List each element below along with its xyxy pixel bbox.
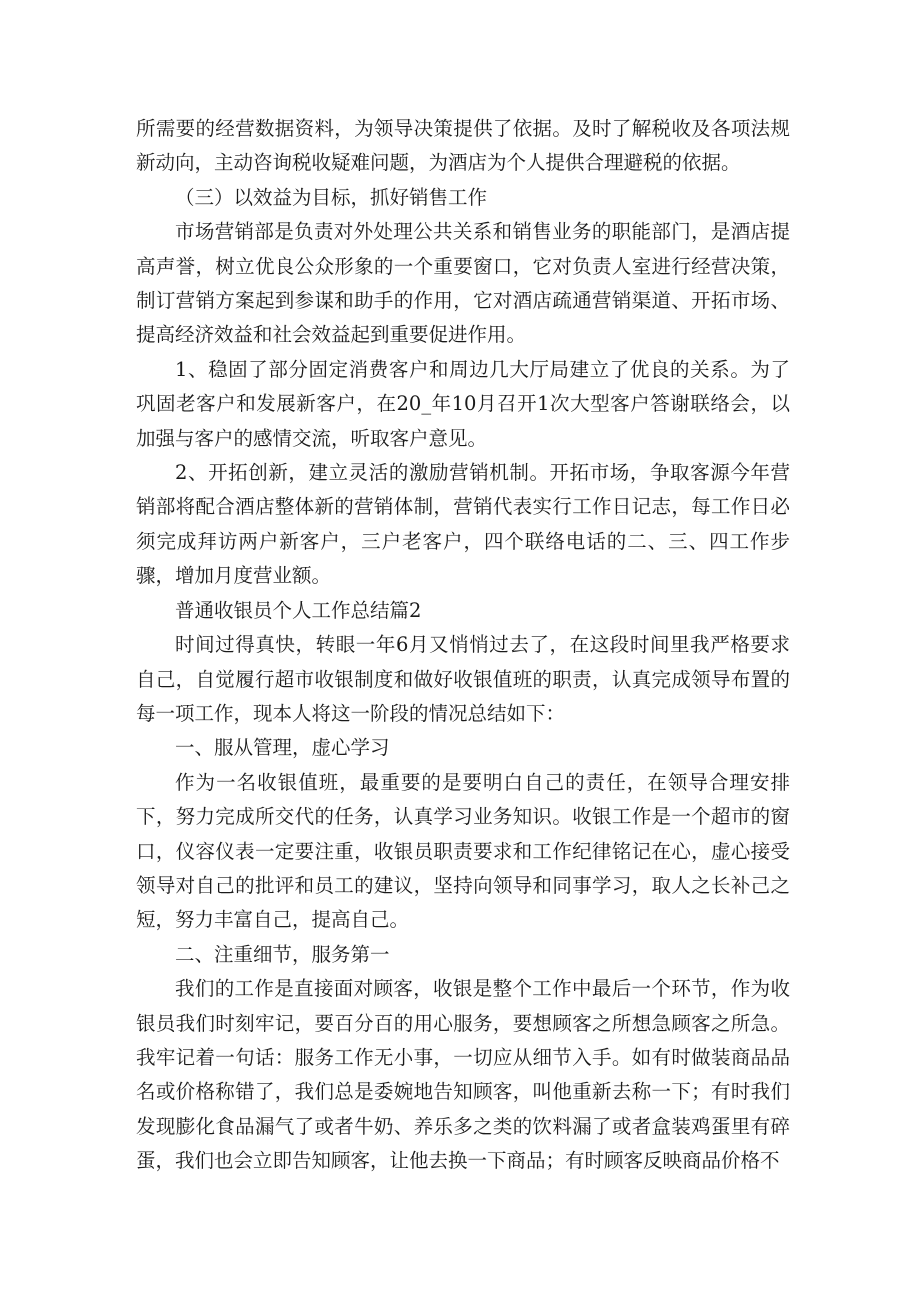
paragraph-cashier-duty: 作为一名收银值班，最重要的是要明白自己的责任，在领导合理安排下，努力完成所交代的任务，认真学习业务知识。收银工作是一个超市的窗口，仪容仪表一定要注重，收银员职责要求和工作纪律铭记在心，虚心接受领导对自己的批评和员工的建议，坚持向领导和同事学习，取人之长补己之短，努力丰富自己，提高自己。 [136, 770, 790, 932]
section-heading-details: 二、注重细节，服务第一 [175, 942, 390, 966]
document-body [136, 112, 790, 1179]
paragraph-service: 我们的工作是直接面对顾客，收银是整个工作中最后一个环节，作为收银员我们时刻牢记，要百分百的用心服务，要想顾客之所想急顾客之所急。我牢记着一句话：服务工作无小事，一切应从细节入手。如有时做装商品品名或价格称错了，我们总是委婉地告知顾客，叫他重新去称一下；有时我们发现膨化食品漏气了或者牛奶、养乐多之类的饮料漏了或者盒装鸡蛋里有碎蛋，我们也会立即告知顾客，让他去换一下商品；有时顾客反映商品价格不 [136, 977, 790, 1173]
paragraph-item-2: 2、开拓创新，建立灵活的激励营销机制。开拓市场，争取客源今年营销部将配合酒店整体新的营销体制，营销代表实行工作日记志，每工作日必须完成拜访两户新客户，三户老客户，四个联络电话的二、三、四工作步骤，增加月度营业额。 [136, 461, 790, 588]
paragraph-marketing-dept: 市场营销部是负责对外处理公共关系和销售业务的职能部门，是酒店提高声誉，树立优良公众形象的一个重要窗口，它对负责人室进行经营决策，制订营销方案起到参谋和助手的作用，它对酒店疏通营销渠道、开拓市场、提高经济效益和社会效益起到重要促进作用。 [136, 220, 790, 347]
section-heading-sales: （三）以效益为目标，抓好销售工作 [175, 185, 488, 209]
paragraph-intro: 时间过得真快，转眼一年6月又悄悄过去了，在这段时间里我严格要求自己，自觉履行超市收银制度和做好收银值班的职责，认真完成领导布置的每一项工作，现本人将这一阶段的情况总结如下： [136, 633, 790, 725]
paragraph-tax-info: 所需要的经营数据资料，为领导决策提供了依据。及时了解税收及各项法规新动向，主动咨询税收疑难问题，为酒店为个人提供合理避税的依据。 [136, 117, 790, 175]
section-heading-management: 一、服从管理，虚心学习 [175, 736, 390, 760]
article-title-part-2: 普通收银员个人工作总结篇2 [175, 598, 422, 622]
paragraph-item-1: 1、稳固了部分固定消费客户和周边几大厅局建立了优良的关系。为了巩固老客户和发展新客户，在20_年10月召开1次大型客户答谢联络会，以加强与客户的感情交流，听取客户意见。 [136, 357, 790, 450]
